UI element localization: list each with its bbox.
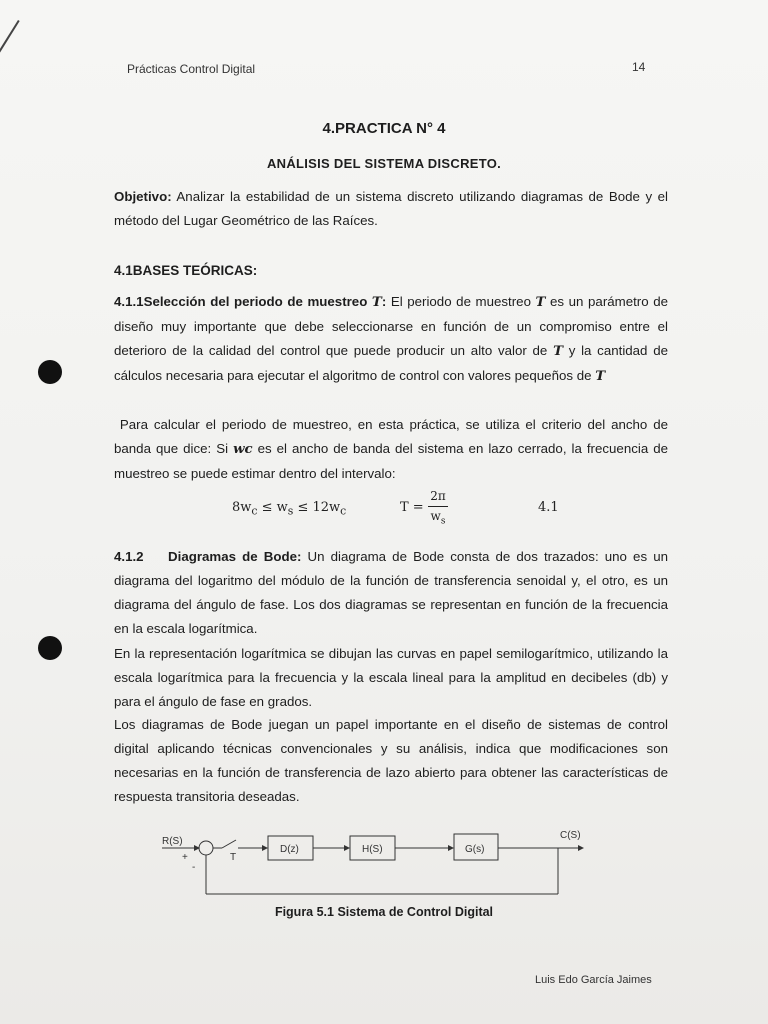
running-header: Prácticas Control Digital	[127, 62, 256, 76]
punch-hole-bottom	[38, 636, 62, 660]
input-label: R(S)	[162, 836, 183, 847]
bode-paragraph-3: Los diagramas de Bode juegan un papel importante en el diseño de sistemas de control digital aplicando técnicas convencionales y su análisis, indica que modificaciones son necesarias en la función de transferencia de lazo abierto para obtener las características de respuesta transitoria deseadas.	[114, 717, 668, 804]
objective-text: Analizar la estabilidad de un sistema discreto utilizando diagramas de Bode y el método del Lugar Geométrico de las Raíces.	[114, 189, 668, 228]
output-label: C(S)	[560, 830, 581, 841]
equation-numerator: 2π	[430, 489, 446, 503]
section-heading-4-1-1: 4.1.1Selección del periodo de muestreo	[114, 294, 372, 309]
minus-sign: -	[192, 862, 196, 873]
punch-hole-top	[38, 360, 62, 384]
objective-label: Objetivo:	[114, 189, 172, 204]
figure-caption: Figura 5.1 Sistema de Control Digital	[274, 905, 494, 919]
bode-paragraph-2: En la representación logarítmica se dibujan las curvas en papel semilogarítmico, utilizando la escala logarítmica para la frecuencia y la escala lineal para la amplitud en decibeles (db) y para el ángulo de fase en grados.	[114, 646, 668, 709]
block-dz-label: D(z)	[280, 844, 299, 855]
symbol-T: T	[371, 295, 382, 310]
summing-junction	[199, 841, 213, 855]
output-arrow	[578, 845, 584, 851]
block-hs-label: H(S)	[362, 844, 383, 855]
block-diagram	[150, 822, 600, 902]
plus-sign: +	[182, 852, 188, 863]
section-heading-4-1: 4.1BASES TEÓRICAS:	[114, 263, 258, 278]
sampler-label: T	[230, 852, 237, 863]
section-heading-4-1-2: Diagramas de Bode:	[168, 549, 302, 564]
equation-T-label: T =	[400, 500, 424, 515]
sampler-switch	[222, 840, 236, 848]
equation-number: 4.1	[538, 500, 559, 515]
fraction-bar	[428, 506, 448, 507]
bandwidth-paragraph: Para calcular el periodo de muestreo, en esta práctica, se utiliza el criterio del ancho de banda que dice: Si wc es el ancho de banda del sistema en lazo cerrado, la frecuencia de muestreo se puede estimar dentro del intervalo:	[114, 417, 668, 481]
page-subtitle: ANÁLISIS DEL SISTEMA DISCRETO.	[266, 156, 502, 171]
objective-paragraph	[114, 185, 668, 233]
section-number-4-1-2: 4.1.2	[114, 549, 144, 564]
section-4-1-1-paragraph: 4.1.1Selección del periodo de muestreo T: El periodo de muestreo T es un parámetro de diseño muy importante que debe seleccionarse en función de un compromiso entre el deterioro de la calidad del control que puede producir un alto valor de T y la cantidad de cálculos necesaria para ejecutar el algoritmo de control con valores pequeños de T	[114, 294, 668, 384]
symbol-wc: wc	[233, 442, 253, 457]
page-title: 4.PRACTICA N° 4	[322, 120, 446, 137]
equation-inequality: $8w_c \le w_s \le 12w_c$	[232, 500, 347, 518]
equation-denominator: $w_s$	[430, 509, 446, 527]
page-footer: Luis Edo García Jaimes	[535, 974, 652, 986]
block-gs-label: G(s)	[465, 844, 485, 855]
page-number: 14	[632, 60, 646, 74]
pen-mark	[0, 20, 20, 57]
bode-paragraph-1: 4.1.2 Diagramas de Bode: Un diagrama de Bode consta de dos trazados: uno es un diagrama del logaritmo del módulo de la función de transferencia senoidal y, el otro, es un diagrama del ángulo de fase. Los dos diagramas se representan en función de la frecuencia en la escala logarítmica.	[114, 549, 668, 636]
